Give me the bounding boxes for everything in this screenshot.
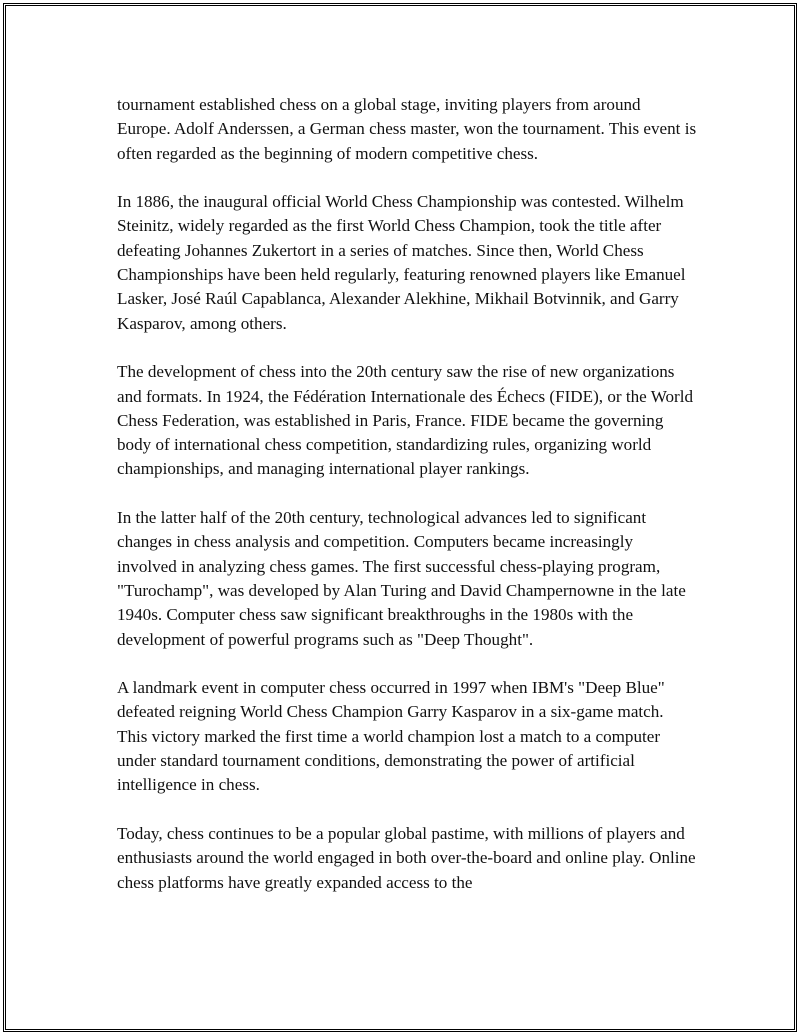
paragraph-computer-chess: In the latter half of the 20th century, technological advances led to significant changes in chess analysis and competition. Computers became increasingly involved in analyzing chess games. The first successful chess-playing program, "Turochamp", was developed by Alan Turing and David Champernowne in the late 1940s. Computer chess saw significant breakthroughs in the 1980s with the development of powerful programs such as "Deep Thought".	[117, 508, 686, 649]
paragraph-european-tournament: tournament established chess on a global stage, inviting players from around Europe. Adolf Anderssen, a German chess master, won the tournament. This event is often regarded as the beginning of modern competitive chess.	[117, 95, 697, 163]
paragraph-deep-blue: A landmark event in computer chess occurred in 1997 when IBM's "Deep Blue" defeated reigning World Chess Champion Garry Kasparov in a six-game match. This victory marked the first time a world champion lost a match to a computer under standard tournament conditions, demonstrating the power of artificial intelligence in chess.	[117, 678, 665, 795]
paragraph-chess-today: Today, chess continues to be a popular global pastime, with millions of players and enthusiasts around the world engaged in both over-the-board and online play. Online chess platforms have greatly expanded access to the	[117, 823, 696, 892]
paragraph-fide-founding: The development of chess into the 20th century saw the rise of new organizations and formats. In 1924, the Fédération Internationale des Échecs (FIDE), or the World Chess Federation, was established in Paris, France. FIDE became the governing body of international chess competition, standardizing rules, organizing world championships, and managing international player rankings.	[117, 362, 693, 479]
paragraph-world-championship: In 1886, the inaugural official World Chess Championship was contested. Wilhelm Steinitz, widely regarded as the first World Chess Champion, took the title after defeating Johannes Zukertort in a series of matches. Since then, World Chess Championships have been held regularly, featuring renowned players like Emanuel Lasker, José Raúl Capablanca, Alexander Alekhine, Mikhail Botvinnik, and Garry Kasparov, among others.	[117, 192, 686, 333]
document-body	[117, 93, 697, 919]
